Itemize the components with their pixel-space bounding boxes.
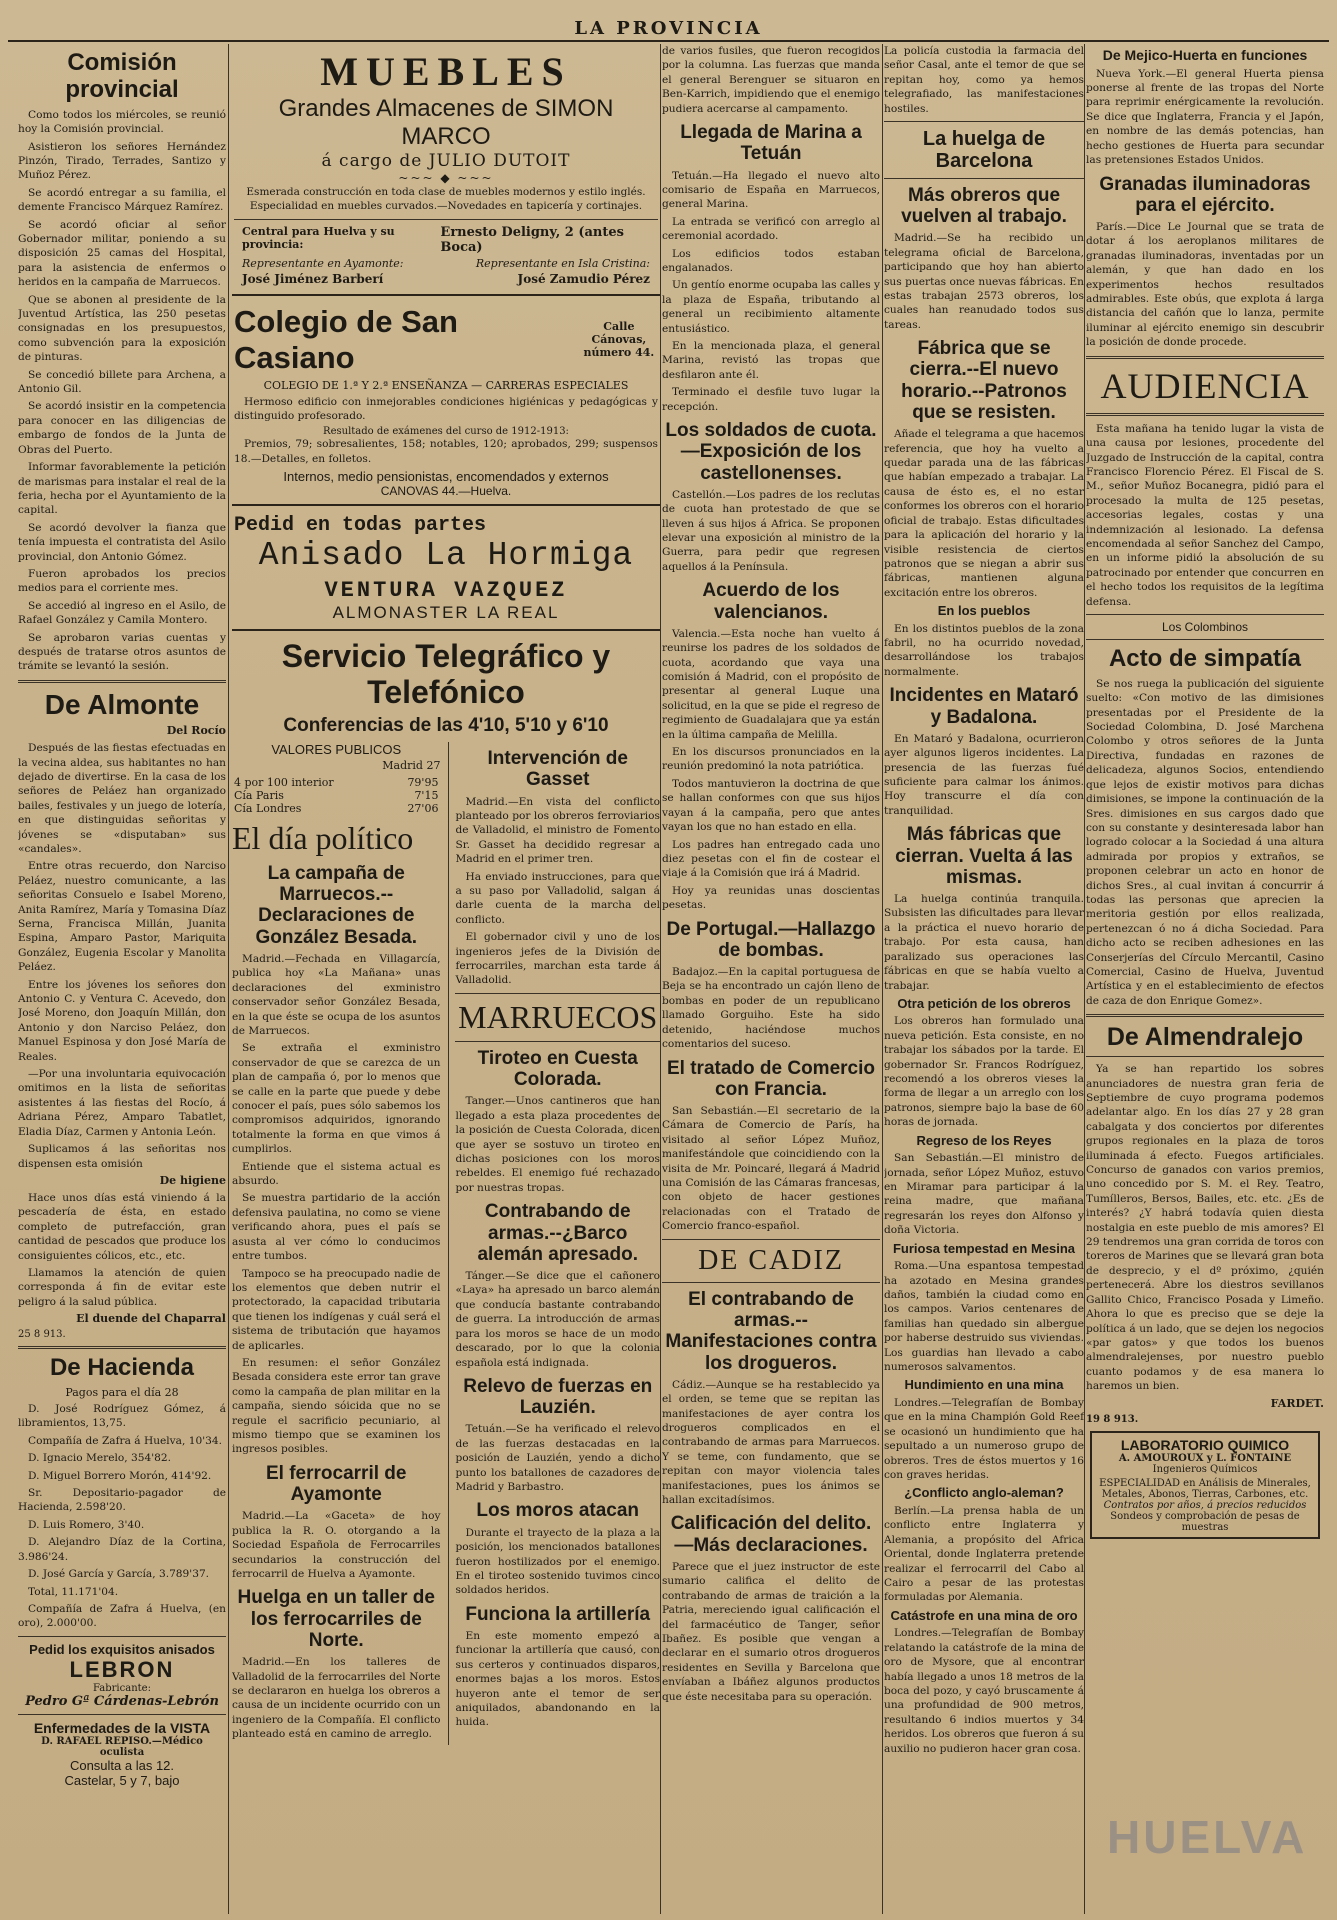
valores-value: 27'06 bbox=[407, 802, 439, 816]
divider bbox=[1086, 1014, 1324, 1017]
ad-muebles-manager: á cargo de JULIO DUTOIT bbox=[321, 151, 571, 171]
paragraph: En los discursos pronunciados en la reunión predominó la nota patriótica. bbox=[662, 746, 880, 773]
paragraph: Nueva York.—El general Huerta piensa ponerse al frente de las tropas del Norte para reprimir enérgicamente la revolución. Se dice que Inglaterra, Francia y el Japón, en nombre de las demás potencias, han hecho gestiones de Huerta para secundar las pretensiones Estados Unidos. bbox=[1086, 67, 1324, 167]
ad-lab-owners: A. AMOUROUX y L. FONTAINE bbox=[1118, 1452, 1292, 1464]
ad-colegio-header bbox=[234, 304, 658, 376]
headline: Funciona la artillería bbox=[465, 1603, 651, 1625]
signature: El duende del Chaparral bbox=[76, 1312, 226, 1326]
label: Central para Huelva y su provincia: bbox=[242, 224, 395, 251]
headline: Regreso de los Reyes bbox=[916, 1132, 1052, 1148]
divider bbox=[884, 178, 1084, 179]
paragraph: Londres.—Telegrafían de Bombay que en la mina Champión Gold Reef se ocasionó un hundimiento que ha sepultado a un numeroso grupo de obreros. Tres de éstos muertos y 16 con graves heridas. bbox=[884, 1397, 1084, 1482]
headline: Fábrica que se cierra.--El nuevo horario.--Patronos que se resisten. bbox=[901, 338, 1067, 423]
headline: Relevo de fuerzas en Lauzién. bbox=[463, 1375, 653, 1419]
paragraph: Se acordó oficiar al señor Gobernador militar, poniendo a su disposición 25 camas del Hospital, para la asistencia de enfermos o heridos en la campaña de Marruecos. bbox=[18, 218, 226, 289]
headline: Catástrofe en una mina de oro bbox=[890, 1607, 1078, 1623]
paragraph: Londres.—Telegrafían de Bombay relatando la catástrofe de la mina de oro de Mysore, que al encontrar había llegado a unos 18 metros de la boca del pozo, y cayó bruscamente á una profundidad de 900 metros, resultando 6 indios muertos y 34 heridos. Los obreros que fueron á su auxilio no pudieron hacer gran cosa. bbox=[884, 1627, 1084, 1755]
paragraph: Madrid.—Fechada en Villagarcía, publica hoy «La Mañana» unas declaraciones del exministro conservador señor González Besada, en la que éste se ocupa de los asuntos de Marruecos. bbox=[232, 952, 441, 1037]
name: José Jiménez Barberí bbox=[242, 271, 384, 286]
paragraph: Madrid.—Se ha recibido un telegrama oficial de Barcelona, participando que hoy han abierto sus puertas once nuevas fábricas. En estas trabajan 2573 obreros, los cuales han reanudado todos sus tareas. bbox=[884, 232, 1084, 331]
paragraph: La huelga continúa tranquila. Subsisten las dificultades para llevar a la práctica el nuevo horario de trabajo. Por esta causa, han paralizado sus operaciones las fábricas en que se había vuelto a trabajar. bbox=[884, 893, 1084, 992]
paragraph: Se nos ruega la publicación del siguiente suelto: «Con motivo de las dimisiones presentadas por el Presidente de la Sociedad Colombina, D. José Marchena Colombo y otros señores de la Junta Directiva, fundadas en razones de delicadeza, algunos Socios, entendiendo que lejos de existir motivos para dichas dimisiones, se impone la continuación de la Sres. dimisiones en sus cargos dado que con su constante y desinteresada labor han logrado colocar a la Sociedad á una altura admirada por propios y extraños, se proponen celebrar un acto en honor de dichos Sres., al cual invitan á concurrir á todas las personas que aprecien la meritoria gestión por ellos realizada, pertenezcan ó no á dicha Sociedad. Para dicho acto se reciben adhesiones en las Conserjerías del Círculo Mercantil, Casino Comercial, Casino de Huelva, Juventud Artística y en el establecimiento de efectos de caza de don Enrique Gomez». bbox=[1086, 677, 1324, 1007]
ad-muebles bbox=[232, 44, 660, 296]
paragraph: En resumen: el señor González Besada considera este error tan grave como la campaña de plan militar en la campaña, siendo sóicida que no se regule el sacrificio pecuniario, al mismo tiempo que se examinen los ingresos posibles. bbox=[232, 1356, 441, 1456]
paragraph: Ha enviado instrucciones, para que a su paso por Valladolid, salgan á darle cuenta de la marcha del conflicto. bbox=[455, 870, 660, 926]
ad-muebles-rep-names bbox=[242, 272, 650, 286]
subcolumn-right bbox=[448, 742, 660, 1745]
paragraph: D. Luis Romero, 3'40. bbox=[28, 1518, 145, 1531]
paragraph: Terminado el desfile tuvo lugar la recepción. bbox=[662, 386, 880, 413]
paragraph: Suplicamos á las señoritas nos dispensen esta omisión bbox=[18, 1143, 226, 1170]
paragraph: La entrada se verificó con arreglo al ceremonial acordado. bbox=[662, 215, 880, 243]
headline-hacienda: De Hacienda bbox=[49, 1354, 195, 1382]
subheadline-conferencias: Conferencias de las 4'10, 5'10 y 6'10 bbox=[283, 714, 609, 736]
paragraph: Se acordó insistir en la competencia para conocer en las diligencias de embargo de fondos de la Junta de Obras del Puerto. bbox=[18, 400, 226, 456]
divider bbox=[1086, 356, 1324, 359]
paragraph: Durante el trayecto de la plaza a la posición, los mencionados batallones fueron hostilizados por el enemigo. En el tiroteo sostenido tuvimos cinco soldados heridos. bbox=[455, 1526, 660, 1597]
paragraph: París.—Dice Le Journal que se trata de dotar á los aeroplanos militares de granadas iluminadoras, inventadas por un alemán, y que han dado en los experimentos hechos resultados admirables. Este obús, que explota á larga distancia del cañón que lo lanza, permite iluminar al ejército enemigo sin descubrir la posición de donde procede. bbox=[1086, 221, 1324, 349]
paragraph: Se extraña el exministro conservador de que se carezca de un plan de campaña ó, por lo menos que se calle en la parte que puede y debe conocer el país, pues sólo sabemos los compromisos adquiridos, ignorando totalmente la forma en que vimos á cumplirlos. bbox=[232, 1042, 441, 1156]
column-5 bbox=[1086, 44, 1324, 1914]
paragraph: En Mataró y Badalona, ocurrieron ayer algunos ligeros incidentes. La presencia de las fuerzas fué suficiente para calmar los ánimos. Hoy transcurre el día con tranquilidad. bbox=[884, 732, 1084, 817]
paragraph: Tetuán.—Ha llegado el nuevo alto comisario de España en Marruecos, general Marina. bbox=[662, 169, 880, 211]
paragraph: Entre los jóvenes los señores don Antonio C. y Ventura C. Acevedo, don José Moreno, don Joaquín Millán, don Antonio y don Narciso Peláez, don Manuel Espinosa y don José María de Reales. bbox=[18, 978, 226, 1063]
paragraph: Asistieron los señores Hernández Pinzón, Tirado, Terrades, Santizo y Muñoz Pérez. bbox=[18, 140, 226, 182]
paragraph: D. José Rodríguez Gómez, á libramientos, 13,75. bbox=[18, 1403, 226, 1430]
ad-lebron-name: Pedro Gª Cárdenas-Lebrón bbox=[25, 1693, 219, 1709]
ad-anisado-pedid: Pedid en todas partes bbox=[234, 514, 487, 538]
divider bbox=[455, 1041, 660, 1042]
paragraph: San Sebastián.—El ministro de jornada, señor López Muñoz, estuvo en Miramar para participar á la reina madre, que mañana regresarán los reyes don Alfonso y doña Victoria. bbox=[884, 1152, 1084, 1237]
divider bbox=[1086, 1056, 1324, 1057]
headline: De Mejico-Huerta en funciones bbox=[1102, 47, 1308, 63]
ad-vista-doctor: D. RAFAEL REPISO.—Médico oculista bbox=[41, 1735, 203, 1758]
paragraph: La policía custodia la farmacia del señor Casal, ante el temor de que se repitan hoy, como ya hemos telegrafiado, las manifestaciones hostiles. bbox=[884, 45, 1084, 115]
headline-marruecos: MARRUECOS bbox=[458, 998, 658, 1035]
headline: Más fábricas que cierran. Vuelta á las mismas. bbox=[895, 824, 1073, 888]
section-colombinos: Los Colombinos bbox=[1161, 619, 1249, 634]
valores-row bbox=[232, 802, 440, 815]
paragraph: Roma.—Una espantosa tempestad ha azotado en Mesina grandes daños, también la ciudad como en los campos. Varios centenares de familias han quedado sin albergue por haberse destruido sus viviendas. Los guardias han llevado a cabo numerosos salvamentos. bbox=[884, 1260, 1084, 1374]
dateline: Del Rocío bbox=[166, 724, 226, 738]
divider bbox=[1086, 639, 1324, 640]
ad-laboratorio bbox=[1090, 1431, 1320, 1539]
paragraph: Entiende que el sistema actual es absurdo. bbox=[232, 1160, 441, 1188]
ad-anisado-maker: VENTURA VAZQUEZ bbox=[324, 578, 568, 604]
paragraph: Ya se han repartido los sobres anunciadores de nuestra gran feria de Septiembre de cuyo programa podemos adelantar algo. En los días 27 y 28 gran cabalgata y dos conciertos por diferentes grupos regionales en la plaza de toros iluminada á efecto. Fuegos artificiales. Concurso de ganados con varios premios, uno concedido por S. M. el Rey. Teatro, Tumílleros, Bersos, Bailes, etc. etc. ¿Es de interés? ¿Y habrá todavía quien diesta nostalgia en este pueblo de mis amores? El 29 tendremos una gran corrida de toros con toreros de Marines que se llevará gran bota de desprecio, y el dº próximo, ¿quién pertenecerá. Abre los diestros sevillanos Gallito Chico, Francisco Posada y Limeño. Ahora lo que es preciso que se deje la política á un lado, que se dejen los negocios «par gatos» y que todos los buenos almendralejenses, por nuestro pueblo cuanto podamos y de esa manera lo haremos un bien. bbox=[1086, 1063, 1324, 1393]
headline: Huelga en un taller de los ferrocarriles de Norte. bbox=[237, 1587, 435, 1651]
ad-anisado bbox=[232, 510, 660, 631]
ad-vista-address: Castelar, 5 y 7, bajo bbox=[64, 1772, 180, 1788]
headline: Más obreros que vuelven al trabajo. bbox=[901, 184, 1067, 228]
headline: Calificación del delito.—Más declaraciones. bbox=[670, 1513, 872, 1556]
paragraph: Total, 11.171'04. bbox=[28, 1585, 119, 1598]
paragraph: Hoy ya reunidas unas doscientas pesetas. bbox=[662, 884, 880, 912]
masthead: LA PROVINCIA bbox=[574, 18, 763, 39]
divider bbox=[18, 1346, 226, 1349]
divider bbox=[18, 1714, 226, 1715]
paragraph: Valencia.—Esta noche han vuelto á reunirse los padres de los soldados de cuota, acordando que vaya una comisión á Madrid, con el propósito de presentar al general Luque una solicitud, en la que se pide el regreso de regimiento de Guadalajara que ya están en la última campaña de Melilla. bbox=[662, 627, 880, 741]
paragraph: Madrid.—La «Gaceta» de hoy publica la R. O. otorgando a la Sociedad Española de Ferrocarriles secundarios la construcción del ferrocarril de Huelva a Ayamonte. bbox=[232, 1510, 441, 1580]
paragraph: En los distintos pueblos de la zona fabril, no ha ocurrido novedad, desarrollándose los trabajos normalmente. bbox=[884, 622, 1084, 678]
paragraph: Después de las fiestas efectuadas en la vecina aldea, sus habitantes no han dejado de divertirse. En la casa de los señores de Peláez han organizado bailes, festivales y un juego de lotería, en que distinguidas señoritas y jóvenes se «disputaban» sus «candales». bbox=[18, 742, 226, 855]
column-divider bbox=[660, 44, 661, 1914]
paragraph: Fueron aprobados los precios medios para el corriente mes. bbox=[18, 567, 226, 595]
paragraph: Tánger.—Se dice que el cañonero «Laya» ha apresado un barco alemán que conducía bastante contrabando de guerra. La introducción de armas para los moros se hace de un modo descarado, por lo que la colonia española está indignada. bbox=[455, 1270, 660, 1369]
date: 25 8 913. bbox=[18, 1329, 66, 1341]
divider bbox=[234, 219, 658, 220]
ad-lebron-maker: Fabricante: bbox=[93, 1682, 151, 1694]
valores-key: Cía Londres bbox=[234, 802, 302, 816]
paragraph: D. Ignacio Merelo, 354'82. bbox=[28, 1452, 171, 1465]
ad-colegio-results: Resultado de exámenes del curso de 1912-1913: bbox=[323, 426, 569, 438]
ad-colegio-title: Colegio de San Casiano bbox=[234, 303, 458, 375]
headline: El tratado de Comercio con Francia. bbox=[667, 1057, 875, 1100]
headline: Granadas iluminadoras para el ejército. bbox=[1099, 173, 1311, 216]
headline: En los pueblos bbox=[937, 603, 1031, 619]
valores-row bbox=[232, 789, 440, 802]
ad-vista-title: Enfermedades de la VISTA bbox=[33, 1719, 211, 1736]
paragraph: El gobernador civil y uno de los ingenieros jefes de la División de ferrocarriles, marchan esta tarde á Valladolid. bbox=[455, 931, 660, 987]
divider bbox=[18, 680, 226, 683]
paragraph: Badajoz.—En la capital portuguesa de Beja se ha encontrado un cajón lleno de bombas en poder de un republicano llamado Gorguiho. Este ha sido detenido, haciéndose muchos comentarios del suceso. bbox=[662, 966, 880, 1051]
valores-date: Madrid 27 bbox=[382, 759, 441, 773]
library-watermark: HUELVA bbox=[1107, 1811, 1308, 1863]
paragraph: Se accedió al ingreso en el Asilo, de Rafael González y Camila Montero. bbox=[18, 599, 226, 627]
paragraph: Se muestra partidario de la acción defensiva paulatina, no como se viene verificando ahora, pues el país se asusta al ver cómo lo conducimos entre tumbos. bbox=[232, 1192, 441, 1263]
paragraph: Parece que el juez instructor de este sumario califica el delito de contrabando de armas de traición a la Patria, mereciendo igual calificación el del farmacéutico de Tanger, señor Ibañez. Es posible que vengan a declarar en el sumario otros drogueros residentes en Sevilla y Barcelona que envíaban a Ibáñez algunos productos que éste necesitaba para su operación. bbox=[662, 1560, 880, 1703]
paragraph: Los padres han entregado cada uno diez pesetas con el fin de costear el viaje á la Comisión que irá á Madrid. bbox=[662, 838, 880, 880]
ad-lab-note: Contratos por años, á precios reducidos bbox=[1103, 1499, 1307, 1511]
headline: Tiroteo en Cuesta Colorada. bbox=[477, 1047, 638, 1091]
paragraph: En la mencionada plaza, el general Marina, revistó las tropas que desfilaron ante él. bbox=[662, 340, 880, 381]
column-divider bbox=[882, 44, 883, 1914]
headline: Otra petición de los obreros bbox=[897, 995, 1071, 1011]
paragraph: Castellón.—Los padres de los reclutas de cuota han protestado de que se lleven á sus hijos á Africa. Se proponen elevar una exposición al ministro de la Guerra, para pedir que regresen aquellos á la Península. bbox=[662, 488, 880, 573]
headline: El contrabando de armas.--Manifestaciones contra los drogueros. bbox=[665, 1288, 877, 1374]
ad-muebles-central bbox=[242, 225, 650, 255]
headline: Llegada de Marina a Tetuán bbox=[680, 122, 862, 165]
headline: Acuerdo de los valencianos. bbox=[702, 580, 840, 623]
valores-key: 4 por 100 interior bbox=[234, 776, 334, 790]
paragraph: D. José García y García, 3.789'37. bbox=[28, 1568, 210, 1581]
headline: Los moros atacan bbox=[476, 1500, 640, 1522]
headline: El ferrocarril de Ayamonte bbox=[266, 1462, 407, 1506]
ad-muebles-reps bbox=[242, 257, 650, 270]
label: Representante en Isla Cristina: bbox=[475, 256, 650, 270]
paragraph: Como todos los miércoles, se reunió hoy la Comisión provincial. bbox=[18, 108, 226, 136]
ornament: ~~~ ◆ ~~~ bbox=[398, 171, 494, 185]
headline: De Portugal.—Hallazgo de bombas. bbox=[666, 918, 876, 961]
ad-colegio-contact: CANOVAS 44.—Huelva. bbox=[380, 484, 512, 499]
paragraph: Compañía de Zafra á Huelva, 10'34. bbox=[28, 1434, 222, 1447]
paragraph: de varios fusiles, que fueron recogidos por la columna. Las fuerzas que manda el general Berenguer se situaron en Ben-Karrich, impidiendo que el enemigo pudiera acercarse al campamento. bbox=[662, 45, 880, 115]
address: Ernesto Deligny, 2 (antes Boca) bbox=[440, 224, 624, 255]
ad-lebron-brand: LEBRON bbox=[69, 1656, 175, 1682]
ad-muebles-shop: Grandes Almacenes de SIMON MARCO bbox=[278, 95, 614, 150]
valores-value: 7'15 bbox=[414, 789, 439, 803]
ad-colegio-internos: Internos, medio pensionistas, encomendados y externos bbox=[283, 469, 609, 485]
signature: FARDET. bbox=[1270, 1396, 1324, 1410]
paragraph: Hace unos días está viniendo á la pescadería de ésta, en estado completo de putrefacción, gran cantidad de pescados que produce los consiguientes cólicos, etc., etc. bbox=[18, 1191, 226, 1262]
paragraph: D. Miguel Borrero Morón, 414'92. bbox=[28, 1469, 212, 1482]
divider bbox=[18, 1636, 226, 1637]
headline-barcelona: La huelga de Barcelona bbox=[922, 128, 1046, 173]
subheading-higiene: De higiene bbox=[159, 1173, 226, 1187]
paragraph: Se acordó devolver la fianza que tenía impuesta el contratista del Asilo provincial, don Antonio Gómez. bbox=[18, 521, 226, 563]
top-rule bbox=[8, 40, 1329, 42]
divider bbox=[1086, 413, 1324, 416]
paragraph: Añade el telegrama a que hacemos referencia, que hoy ha vuelto a quedar parada una de las fábricas que habían empezado a trabajar. La causa de ésto es, el no estar conformes los obreros con el horario oficial de trabajo. Estas dificultades para la aplicación del horario y la visible resistencia de ciertos patronos que se niegan a abrir sus fábricas, mantienen alguna excitación entre los obreros. bbox=[884, 428, 1084, 599]
paragraph: En este momento empezó a funcionar la artillería que causó, con sus certeros y continuados disparos, enormes bajas a los moros. Estos huyeron ante el temor de ser aniquilados, abandonando en la huida. bbox=[455, 1630, 660, 1729]
column-1 bbox=[18, 44, 226, 1914]
paragraph: Los obreros han formulado una nueva petición. Esta consiste, en no trabajar los sábados por la tarde. El gobernador Sr. Francos Rodríguez, recomendó a los obreros vieses la forma de llegar a un arreglo con los patronos, siempre bajo la base de 60 horas de jornada. bbox=[884, 1015, 1084, 1129]
divider bbox=[884, 121, 1084, 122]
headline: De Almendralejo bbox=[1106, 1023, 1304, 1052]
paragraph: Cádiz.—Aunque se ha restablecido ya el orden, se teme que se repitan las manifestaciones de ayer contra los drogueros complicados en el contrabando de armas para Marruecos. Y se teme, con fundamento, que se repitan con mayor violencia tales manifestaciones, pues los ánimos se hallan excitadísimos. bbox=[662, 1378, 880, 1507]
date: 19 8 913. bbox=[1086, 1413, 1139, 1425]
ad-muebles-desc: Esmerada construcción en toda clase de muebles modernos y estilo inglés. Especialidad en muebles curvados.—Novedades en tapicería y cortinajes. bbox=[246, 186, 646, 213]
ad-lab-sub: Ingenieros Químicos bbox=[1152, 1463, 1258, 1475]
paragraph: Tampoco se ha preocupado nadie de los elementos que deben nutrir el protectorado, la capacidad tributaria que tienen los indígenas y cuál será el sistema de tributación que hayamos de aplicarles. bbox=[232, 1267, 441, 1352]
valores-value: 79'95 bbox=[407, 776, 439, 790]
paragraph: Madrid.—En los talleres de Valladolid de la ferrocarriles del Norte se declararon en huelga los obreros a causa de un incidente ocurrido con un ingeniero de la Compañía. El conflicto planteado está en camino de arreglo. bbox=[232, 1656, 441, 1741]
label: Representante en Ayamonte: bbox=[242, 256, 404, 270]
paragraph: Se aprobaron varias cuentas y después de tratarse otros asuntos de trámite se levantó la sesión. bbox=[18, 631, 226, 673]
ad-colegio-line: COLEGIO DE 1.ª Y 2.ª ENSEÑANZA — CARRERAS ESPECIALES bbox=[263, 378, 629, 392]
valores-row bbox=[232, 776, 440, 789]
paragraph: Tetuán.—Se ha verificado el relevo de las fuerzas destacadas en la posición de Lauzién, yendo a dicho punto los batallones de cazadores de Madrid y Barbastro. bbox=[455, 1423, 660, 1494]
headline: Hundimiento en una mina bbox=[904, 1377, 1064, 1393]
valores-title: VALORES PUBLICOS bbox=[271, 742, 402, 758]
column-divider bbox=[228, 44, 229, 1914]
headline: Incidentes en Mataró y Badalona. bbox=[889, 685, 1079, 728]
headline: Intervención de Gasset bbox=[487, 748, 628, 791]
divider bbox=[662, 1239, 880, 1240]
paragraph: Se acordó entregar a su familia, el demente Francisco Márquez Ramírez. bbox=[18, 186, 226, 214]
ad-anisado-brand: Anisado La Hormiga bbox=[258, 537, 634, 575]
ad-lab-foot: Sondeos y comprobación de pesas de muestras bbox=[1110, 1510, 1300, 1533]
ad-colegio-premios: Premios, 79; sobresalientes, 158; notables, 120; aprobados, 299; suspensos 18.—Detalles, en folletos. bbox=[234, 438, 658, 465]
divider bbox=[455, 993, 660, 994]
headline: ¿Conflicto anglo-aleman? bbox=[904, 1485, 1064, 1501]
paragraph: Tanger.—Unos cantineros que han llegado a esta plaza procedentes de la posición de Cuesta Colorada, dicen que ayer se sostuvo un tiroteo en dichas posiciones con los moros rebeldes. El enemigo fué rechazado por nuestras tropas. bbox=[455, 1095, 660, 1194]
ad-colegio bbox=[232, 300, 660, 507]
ad-anisado-town: ALMONASTER LA REAL bbox=[332, 603, 560, 623]
divider bbox=[662, 1282, 880, 1283]
column-divider bbox=[1084, 44, 1085, 1914]
headline-telegrafico: Servicio Telegráfico y Telefónico bbox=[281, 638, 611, 710]
paragraph: San Sebastián.—El secretario de la Cámara de Comercio de París, ha visitado al señor López Muñoz, manifestándole que coincidiendo con la visita de Mr. Poincaré, llegará á Madrid una Comisión de las Cámaras francesas, con objeto de hacer gestiones relacionadas con el Tratado de Comercio franco-español. bbox=[662, 1105, 880, 1233]
paragraph: Los edificios todos estaban engalanados. bbox=[662, 247, 880, 274]
column-4 bbox=[884, 44, 1084, 1914]
paragraph: Madrid.—En vista del conflicto planteado por los obreros ferroviarios de Valladolid, el ministro de Fomento Sr. Gasset ha decidido regresar a Madrid en el primer tren. bbox=[455, 795, 660, 866]
ad-colegio-desc: Hermoso edificio con inmejorables condiciones higiénicas y pedagógicas y distinguido profesorado. bbox=[234, 395, 658, 422]
paragraph: Se concedió billete para Archena, a Antonio Gil. bbox=[18, 368, 226, 396]
headline-almonte: De Almonte bbox=[44, 688, 200, 720]
paragraph: Entre otras recuerdo, don Narciso Peláez, nuestro comunicante, a las señoritas Consuelo e Isabel Moreno, Anita Ramírez, María y Tomasina Díaz Serna, Francisca Millán, Juanita Espina, Amparo Pastor, Mariquita González, Eugenia Escolar y Manolita Peláez. bbox=[18, 860, 226, 974]
paragraph: Sr. Depositario-pagador de Hacienda, 2.598'20. bbox=[18, 1487, 226, 1514]
headline: Acto de simpatía bbox=[1108, 644, 1302, 672]
paragraph: D. Alejandro Díaz de la Cortina, 3.986'24. bbox=[18, 1536, 226, 1563]
subheading: Pagos para el día 28 bbox=[65, 1386, 179, 1400]
ad-muebles-title: MUEBLES bbox=[320, 49, 572, 94]
paragraph: Informar favorablemente la petición de marismas para instalar el real de la feria, hecha por el Ayuntamiento de la capital. bbox=[18, 461, 226, 517]
paragraph: Compañía de Zafra á Huelva, (en oro), 2.000'00. bbox=[18, 1602, 226, 1630]
divider bbox=[1086, 614, 1324, 615]
headline-audiencia: AUDIENCIA bbox=[1100, 365, 1310, 406]
headline-dia-politico: El día político bbox=[232, 820, 414, 857]
ad-lebron-line: Pedid los exquisitos anisados bbox=[29, 1641, 215, 1657]
ad-colegio-address: Calle Cánovas, número 44. bbox=[583, 320, 655, 360]
paragraph: Que se abonen al presidente de la Juventud Artística, las 250 pesetas consignadas en los presupuestos, como subvención para la exposición de pinturas. bbox=[18, 293, 226, 364]
ad-lab-desc: ESPECIALIDAD en Análisis de Minerales, Metales, Abonos, Tierras, Carbones, etc. bbox=[1099, 1477, 1311, 1500]
column-3 bbox=[662, 44, 880, 1914]
ad-lab-title: LABORATORIO QUIMICO bbox=[1120, 1436, 1290, 1453]
ad-vista-hours: Consulta a las 12. bbox=[69, 1757, 175, 1773]
paragraph: Llamamos la atención de quien corresponda á fin de evitar este peligro á la salud pública. bbox=[18, 1266, 226, 1308]
valores-key: Cía Paris bbox=[234, 789, 284, 803]
paragraph: Un gentío enorme ocupaba las calles y la plaza de España, tributando al general un recibimiento altamente entusiástico. bbox=[662, 279, 880, 335]
paragraph: Todos mantuvieron la doctrina de que se hallan conformes con que sus hijos vayan á la campaña, pero que antes vayan los que no han estado en ella. bbox=[662, 777, 880, 834]
headline: Furiosa tempestad en Mesina bbox=[892, 1240, 1076, 1256]
headline: La campaña de Marruecos.--Declaraciones de González Besada. bbox=[255, 862, 418, 948]
headline-decadiz: DE CADIZ bbox=[698, 1244, 844, 1276]
headline-comision: Comisión provincial bbox=[65, 49, 179, 103]
name: José Zamudio Pérez bbox=[517, 271, 650, 286]
paragraph: —Por una involuntaria equivocación omitimos en la lista de señoritas asistentes á las fiestas del Rocío, á Adriana Pérez, Amparo Tabatlet, Eladia Díaz, Carmen y Antonia León. bbox=[18, 1068, 226, 1138]
paragraph: Esta mañana ha tenido lugar la vista de una causa por lesiones, procedente del Juzgado de Instrucción de la capital, contra Francisco Florencio Pérez. El Fiscal de S. M., señor Muñoz Bocanegra, pidió para el procesado la multa de 125 pesetas, accesorias legales, costas y una indemnización al lesionado. La defensa encomendada al señor Sanchez del Campo, en un informe pidió la absolución de su patrocinado por entender que concurren en el hecho todos los requisitos de la legítima defensa. bbox=[1086, 422, 1324, 608]
two-column-section bbox=[232, 742, 660, 1745]
headline: Contrabando de armas.--¿Barco alemán apresado. bbox=[477, 1201, 638, 1265]
subcolumn-left bbox=[232, 742, 440, 1745]
paragraph: Berlín.—La prensa habla de un conflicto entre Inglaterra y Alemania, a propósito del Africa Oriental, donde Inglaterra pretende realizar el ferrocarril del Cabo al Cairo a pesar de las protestas formuladas por Alemania. bbox=[884, 1505, 1084, 1604]
headline: Los soldados de cuota.—Exposición de los castellonenses. bbox=[665, 420, 877, 484]
column-2 bbox=[232, 44, 660, 1914]
